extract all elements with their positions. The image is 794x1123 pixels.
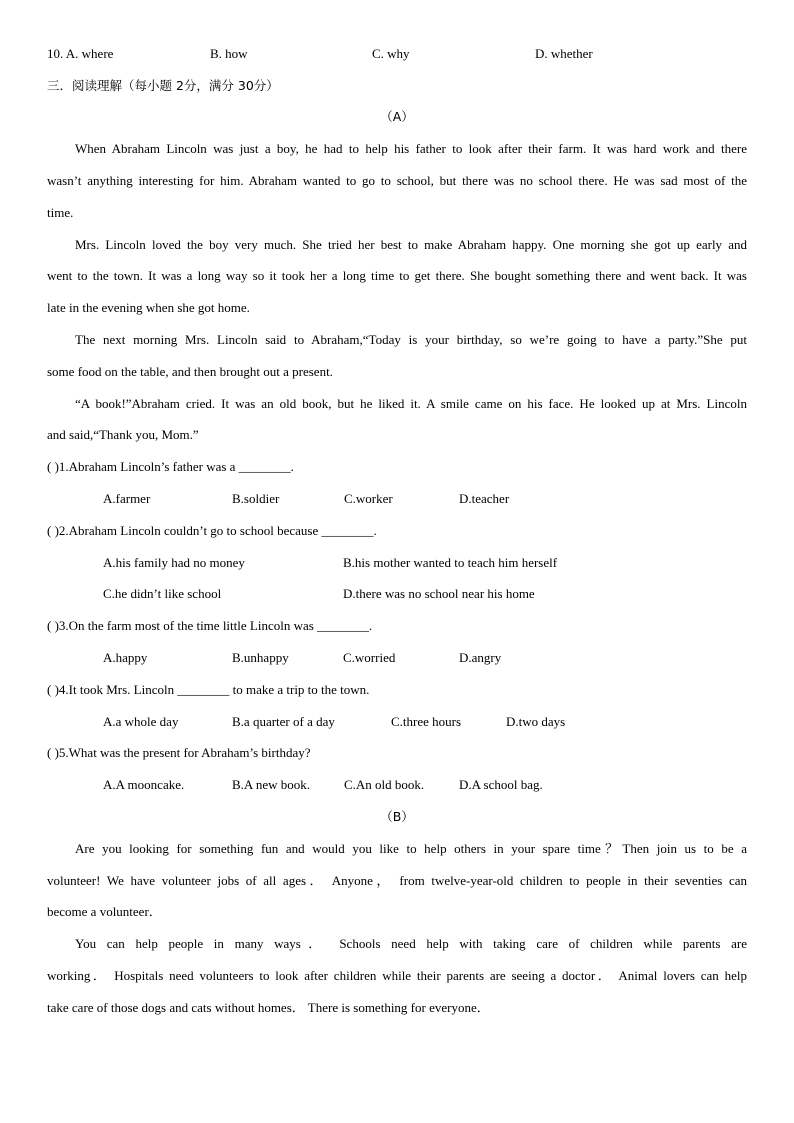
passage-b-p1-line2: volunteer! We have volunteer jobs of all ages． Anyone， from twelve-year-old children to people in their seventies can (47, 873, 747, 888)
q2-option-b: B.his mother wanted to teach him herself (343, 555, 558, 570)
passage-b-p2-line3: take care of those dogs and cats without homes． There is something for everyone． (47, 1000, 490, 1015)
q5-option-d: D.A school bag. (459, 777, 543, 792)
q10-option-b: B. how (210, 46, 248, 61)
q1-option-d: D.teacher (459, 491, 510, 506)
question-3-stem: ( )3.On the farm most of the time little Lincoln was ________. (47, 618, 373, 633)
q10-option-d: D. whether (535, 46, 593, 61)
q10-option-a: 10. A. where (47, 46, 114, 61)
q1-option-b: B.soldier (232, 491, 280, 506)
question-5-stem: ( )5.What was the present for Abraham’s birthday? (47, 745, 311, 760)
passage-a-p4-line2: and said,“Thank you, Mom.” (47, 427, 199, 442)
passage-a-p1-line2: wasn’t anything interesting for him. Abraham wanted to go to school, but there was no school there. He was sad most of the (47, 173, 747, 188)
q3-option-d: D.angry (459, 650, 502, 665)
q3-option-b: B.unhappy (232, 650, 289, 665)
q1-option-c: C.worker (344, 491, 393, 506)
passage-a-p1-line3: time. (47, 205, 74, 220)
passage-a-p2-line1: Mrs. Lincoln loved the boy very much. She tried her best to make Abraham happy. One morning she got up early and (75, 237, 747, 252)
q5-option-b: B.A new book. (232, 777, 310, 792)
passage-a-p4-line1: “A book!”Abraham cried. It was an old book, but he liked it. A smile came on his face. He looked up at Mrs. Lincoln (75, 396, 747, 411)
question-2-stem: ( )2.Abraham Lincoln couldn’t go to school because ________. (47, 523, 377, 538)
question-4-stem: ( )4.It took Mrs. Lincoln ________ to make a trip to the town. (47, 682, 370, 697)
q2-option-a: A.his family had no money (103, 555, 245, 570)
q3-option-c: C.worried (343, 650, 396, 665)
question-1-stem: ( )1.Abraham Lincoln’s father was a ________. (47, 459, 294, 474)
q3-option-a: A.happy (103, 650, 148, 665)
q4-option-d: D.two days (506, 714, 566, 729)
passage-a-p3-line2: some food on the table, and then brought out a present. (47, 364, 333, 379)
passage-a-p2-line3: late in the evening when she got home. (47, 300, 250, 315)
q2-option-d: D.there was no school near his home (343, 586, 535, 601)
q5-option-c: C.An old book. (344, 777, 425, 792)
passage-b-p2-line2: working． Hospitals need volunteers to look after children while their parents are seeing a doctor． Animal lovers can help (47, 968, 747, 983)
q2-option-c: C.he didn’t like school (103, 586, 222, 601)
q4-option-c: C.three hours (391, 714, 462, 729)
passage-a-p3-line1: The next morning Mrs. Lincoln said to Abraham,“Today is your birthday, so we’re going to have a party.”She put (75, 332, 747, 347)
q1-option-a: A.farmer (103, 491, 151, 506)
passage-a-p1-line1: When Abraham Lincoln was just a boy, he had to help his father to look after their farm. It was hard work and there (75, 141, 747, 156)
q4-option-b: B.a quarter of a day (232, 714, 335, 729)
passage-a-p2-line2: went to the town. It was a long way so it took her a long time to get there. She bought something there and went back. It was (47, 268, 747, 283)
q4-option-a: A.a whole day (103, 714, 179, 729)
q5-option-a: A.A mooncake. (103, 777, 185, 792)
section-title: 三．阅读理解（每小题 2分，满分 30分） (47, 78, 279, 93)
passage-b-p2-line1: You can help people in many ways． Schools need help with taking care of children while parents are (75, 936, 747, 951)
passage-b-p1-line3: become a volunteer． (47, 904, 162, 919)
passage-b-label: （B） (380, 809, 414, 824)
passage-a-label: （A） (380, 109, 414, 124)
passage-b-p1-line1: Are you looking for something fun and would you like to help others in your spare time？Then join us to be a (75, 841, 747, 856)
q10-option-c: C. why (372, 46, 410, 61)
